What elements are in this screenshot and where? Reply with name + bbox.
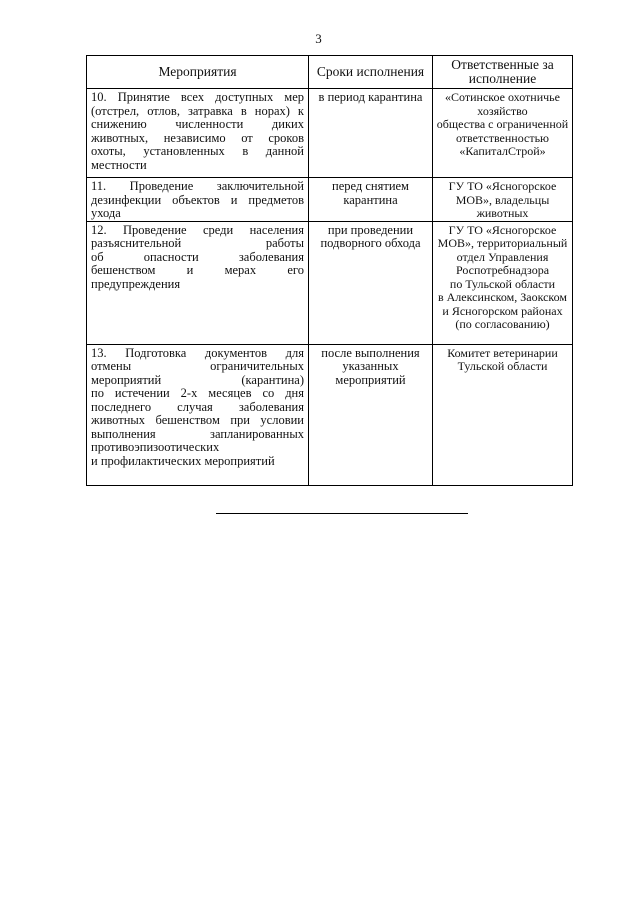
deadline-line: мероприятий (335, 372, 406, 387)
measure-line: отмены ограничительных (91, 359, 304, 373)
deadline-line: подворного обхода (320, 236, 421, 250)
header-deadlines (309, 56, 433, 89)
measure-line: (отстрел, отлов, затравка в норах) к (91, 103, 304, 118)
measure-line: ухода (91, 206, 121, 220)
measure-line: и профилактических мероприятий (91, 453, 275, 468)
deadline-cell (309, 221, 433, 344)
page-number: 3 (315, 31, 322, 46)
responsible-line: отдел Управления (456, 249, 549, 264)
responsible-line: хозяйство (477, 103, 528, 118)
measure-line: бешенством и мерах его (91, 263, 304, 277)
measure-line: животных бешенством при условии (91, 413, 304, 427)
deadline-line: перед снятием (332, 179, 409, 193)
responsible-cell (433, 344, 573, 485)
measure-line: 12. Проведение среди населения (91, 222, 304, 237)
measure-line: дезинфекции объектов и предметов (91, 192, 304, 207)
table-row (87, 89, 573, 178)
responsible-line: «КапиталСтрой» (459, 144, 546, 158)
responsible-line: ответственностью (455, 130, 550, 145)
header-deadlines-label: Сроки исполнения (316, 64, 425, 79)
closing-rule (216, 513, 468, 514)
responsible-line: МОВ», территориальный (437, 236, 568, 250)
responsible-line: Комитет ветеринарии (447, 345, 558, 360)
deadline-line: карантина (343, 192, 398, 207)
responsible-line: ГУ ТО «Ясногорское (448, 222, 557, 237)
table-row (87, 178, 573, 222)
measure-line: 10. Принятие всех доступных мер (91, 90, 304, 104)
responsible-line: Роспотребнадзора (455, 263, 550, 277)
header-responsible-line: Ответственные за (451, 57, 554, 72)
measure-line: мероприятий (карантина) (91, 372, 304, 387)
responsible-cell (433, 221, 573, 344)
responsible-line: «Сотинское охотничье (445, 90, 560, 104)
responsible-cell (433, 178, 573, 222)
measure-cell (87, 221, 309, 344)
header-measures (87, 56, 309, 89)
measure-line: разъяснительной работы (91, 236, 304, 250)
measures-table (86, 55, 573, 486)
measure-line: противоэпизоотических (91, 440, 220, 454)
table-row (87, 344, 573, 485)
responsible-line: МОВ», владельцы (455, 192, 550, 207)
measure-cell (87, 178, 309, 222)
deadline-line: после выполнения (321, 345, 420, 360)
measure-line: 11. Проведение заключительной (91, 179, 304, 193)
responsible-line: в Алексинском, Заокском (437, 290, 568, 304)
measure-line: 13. Подготовка документов для (91, 345, 304, 360)
deadline-line: при проведении (327, 222, 414, 237)
header-measures-label: Мероприятия (158, 64, 237, 79)
measure-line: выполнения запланированных (91, 426, 304, 441)
responsible-line: по Тульской области (449, 276, 556, 291)
table-row (87, 221, 573, 344)
measure-line: животных, независимо от сроков (91, 130, 304, 145)
measure-cell (87, 89, 309, 178)
measure-line: охоты, установленных в данной (91, 144, 304, 158)
deadline-cell (309, 89, 433, 178)
header-responsible-line: исполнение (468, 71, 537, 86)
measure-line: предупреждения (91, 276, 181, 291)
table-header-row (87, 56, 573, 89)
measure-line: об опасности заболевания (91, 249, 304, 264)
responsible-line: общества с ограниченной (436, 117, 569, 131)
measure-line: по истечении 2-х месяцев со дня (91, 386, 304, 400)
deadline-cell (309, 344, 433, 485)
responsible-line: (по согласованию) (455, 317, 550, 331)
measure-line: местности (91, 157, 147, 172)
responsible-line: ГУ ТО «Ясногорское (448, 179, 557, 193)
responsible-line: животных (476, 206, 529, 220)
measure-line: снижению численности диких (91, 117, 304, 131)
measure-cell (87, 344, 309, 485)
measure-line: последнего случая заболевания (91, 399, 304, 414)
responsible-line: и Ясногорском районах (442, 303, 563, 318)
deadline-line: указанных (342, 359, 399, 373)
deadline-line: в период карантина (318, 90, 423, 104)
responsible-cell (433, 89, 573, 178)
deadline-cell (309, 178, 433, 222)
header-responsible (433, 56, 573, 89)
responsible-line: Тульской области (457, 359, 548, 373)
